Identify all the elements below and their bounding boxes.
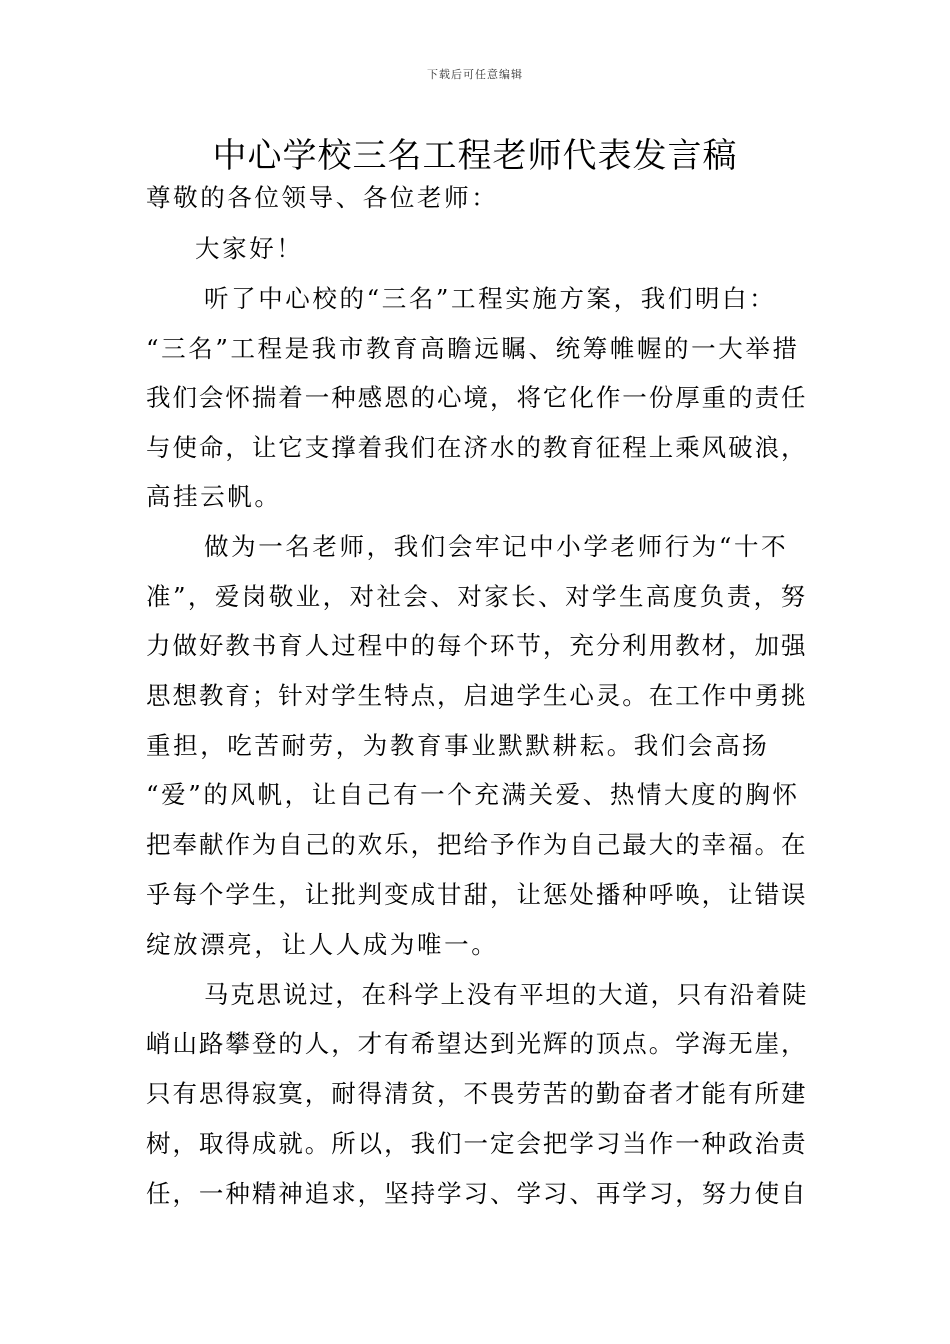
paragraph-2-line-5: 重担，吃苦耐劳，为教育事业默默耕耘。我们会高扬 xyxy=(146,731,770,760)
paragraph-2-line-2: 准”，爱岗敬业，对社会、对家长、对学生高度负责，努 xyxy=(146,582,808,611)
salutation: 尊敬的各位领导、各位老师： xyxy=(146,183,499,212)
paragraph-3-line-2: 峭山路攀登的人，才有希望达到光辉的顶点。学海无崖， xyxy=(146,1029,808,1058)
paragraph-2-line-7: 把奉献作为自己的欢乐，把给予作为自己最大的幸福。在 xyxy=(146,830,808,859)
document-title: 中心学校三名工程老师代表发言稿 xyxy=(212,136,738,176)
paragraph-2-line-4: 思想教育；针对学生特点，启迪学生心灵。在工作中勇挑 xyxy=(146,681,808,710)
paragraph-2-line-8: 乎每个学生，让批判变成甘甜，让惩处播种呼唤，让错误 xyxy=(146,880,808,909)
paragraph-1-line-2: “三名”工程是我市教育高瞻远瞩、统筹帷幄的一大举措 xyxy=(146,334,800,363)
paragraph-3-line-4: 树，取得成就。所以，我们一定会把学习当作一种政治责 xyxy=(146,1129,808,1158)
paragraph-1-line-4: 与使命，让它支撑着我们在济水的教育征程上乘风破浪， xyxy=(146,433,808,462)
paragraph-3-line-5: 任，一种精神追求，坚持学习、学习、再学习，努力使自 xyxy=(146,1179,808,1208)
paragraph-1-line-5: 高挂云帆。 xyxy=(146,482,282,511)
paragraph-2-line-1: 做为一名老师，我们会牢记中小学老师行为“十不 xyxy=(204,532,789,561)
greeting: 大家好！ xyxy=(195,234,304,263)
paragraph-2-line-6: “爱”的风帆，让自己有一个充满关爱、热情大度的胸怀 xyxy=(146,780,800,809)
paragraph-2-line-9: 绽放漂亮，让人人成为唯一。 xyxy=(146,930,499,959)
paragraph-1-line-3: 我们会怀揣着一种感恩的心境，将它化作一份厚重的责任 xyxy=(146,383,808,412)
paragraph-2-line-3: 力做好教书育人过程中的每个环节，充分利用教材，加强 xyxy=(146,631,808,660)
header-note: 下载后可任意编辑 xyxy=(427,68,523,81)
paragraph-3-line-1: 马克思说过，在科学上没有平坦的大道，只有沿着陡 xyxy=(204,980,809,1009)
paragraph-1-line-1: 听了中心校的“三名”工程实施方案，我们明白： xyxy=(204,284,777,313)
paragraph-3-line-3: 只有思得寂寞，耐得清贫，不畏劳苦的勤奋者才能有所建 xyxy=(146,1079,808,1108)
